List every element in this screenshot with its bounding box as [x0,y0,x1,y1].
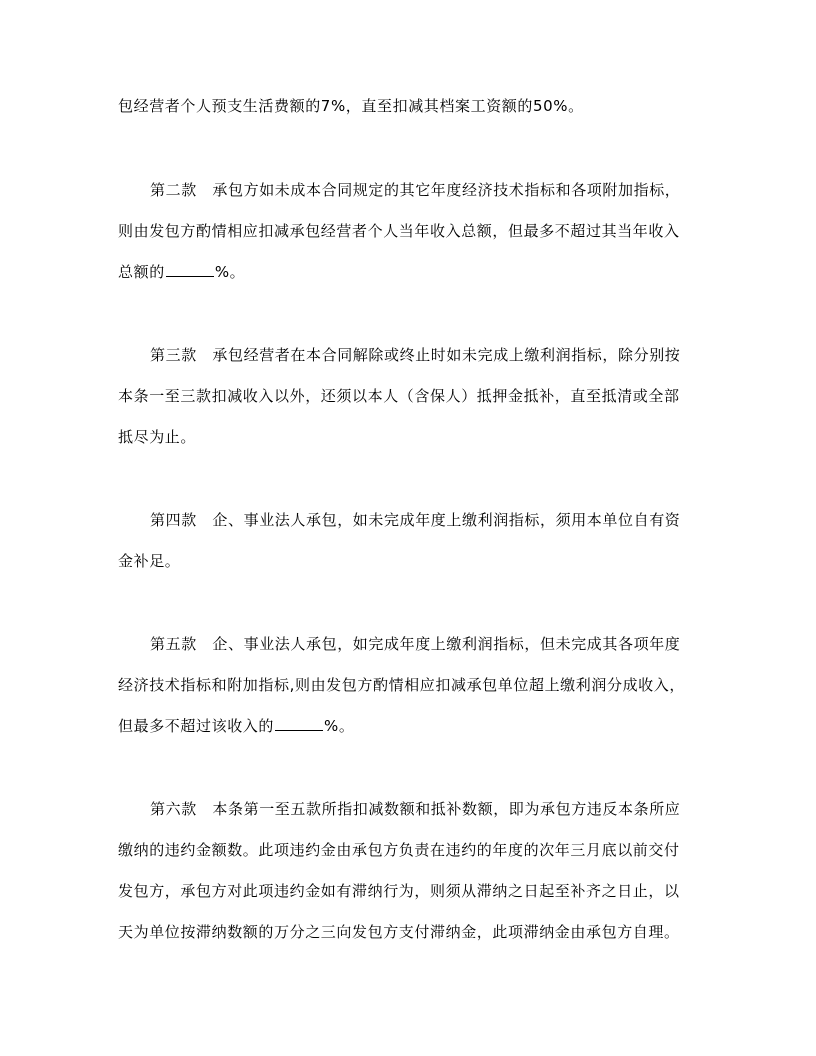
clause-4-line: 金补足。 [118,552,181,570]
clause-3-line: 本条一至三款扣减收入以外，还须以本人（含保人）抵押金抵补，直至抵清或全部 [118,387,680,405]
fill-in-blank [166,262,214,277]
clause-2-text: 总额的 [118,263,165,281]
clause-6-line: 发包方，承包方对此项违约金如有滞纳行为，则须从滞纳之日起至补齐之日止，以 [118,882,680,900]
clause-6-line: 第六款 本条第一至五款所指扣减数额和抵补数额，即为承包方违反本条所应 [150,800,681,818]
clause-5-line-last [118,716,708,736]
paragraph-line: 包经营者个人预支生活费额的7%，直至扣减其档案工资额的50%。 [118,97,584,115]
clause-6-line: 缴纳的违约金额数。此项违约金由承包方负责在违约的年度的次年三月底以前交付 [118,841,680,859]
clause-2-line: 则由发包方酌情相应扣减承包经营者个人当年收入总额，但最多不超过其当年收入 [118,222,680,240]
clause-5-line: 第五款 企、事业法人承包，如完成年度上缴利润指标，但未完成其各项年度 [150,635,681,653]
clause-3-line: 第三款 承包经营者在本合同解除或终止时如未完成上缴利润指标，除分别按 [150,346,681,364]
clause-5-text: 但最多不超过该收入的 [118,717,275,735]
clause-2-line-last [118,262,708,282]
clause-4-line: 第四款 企、事业法人承包，如未完成年度上缴利润指标，须用本单位自有资 [150,511,681,529]
percent-suffix: %。 [324,717,355,735]
clause-3-line: 抵尽为止。 [118,428,197,446]
clause-5-line: 经济技术指标和附加指标,则由发包方酌情相应扣减承包单位超上缴利润分成收入， [118,676,685,694]
percent-suffix: %。 [214,263,246,281]
clause-6-line: 天为单位按滞纳数额的万分之三向发包方支付滞纳金，此项滞纳金由承包方自理。 [118,923,680,941]
fill-in-blank [275,716,323,731]
clause-2-line: 第二款 承包方如未成本合同规定的其它年度经济技术指标和各项附加指标， [150,181,681,199]
